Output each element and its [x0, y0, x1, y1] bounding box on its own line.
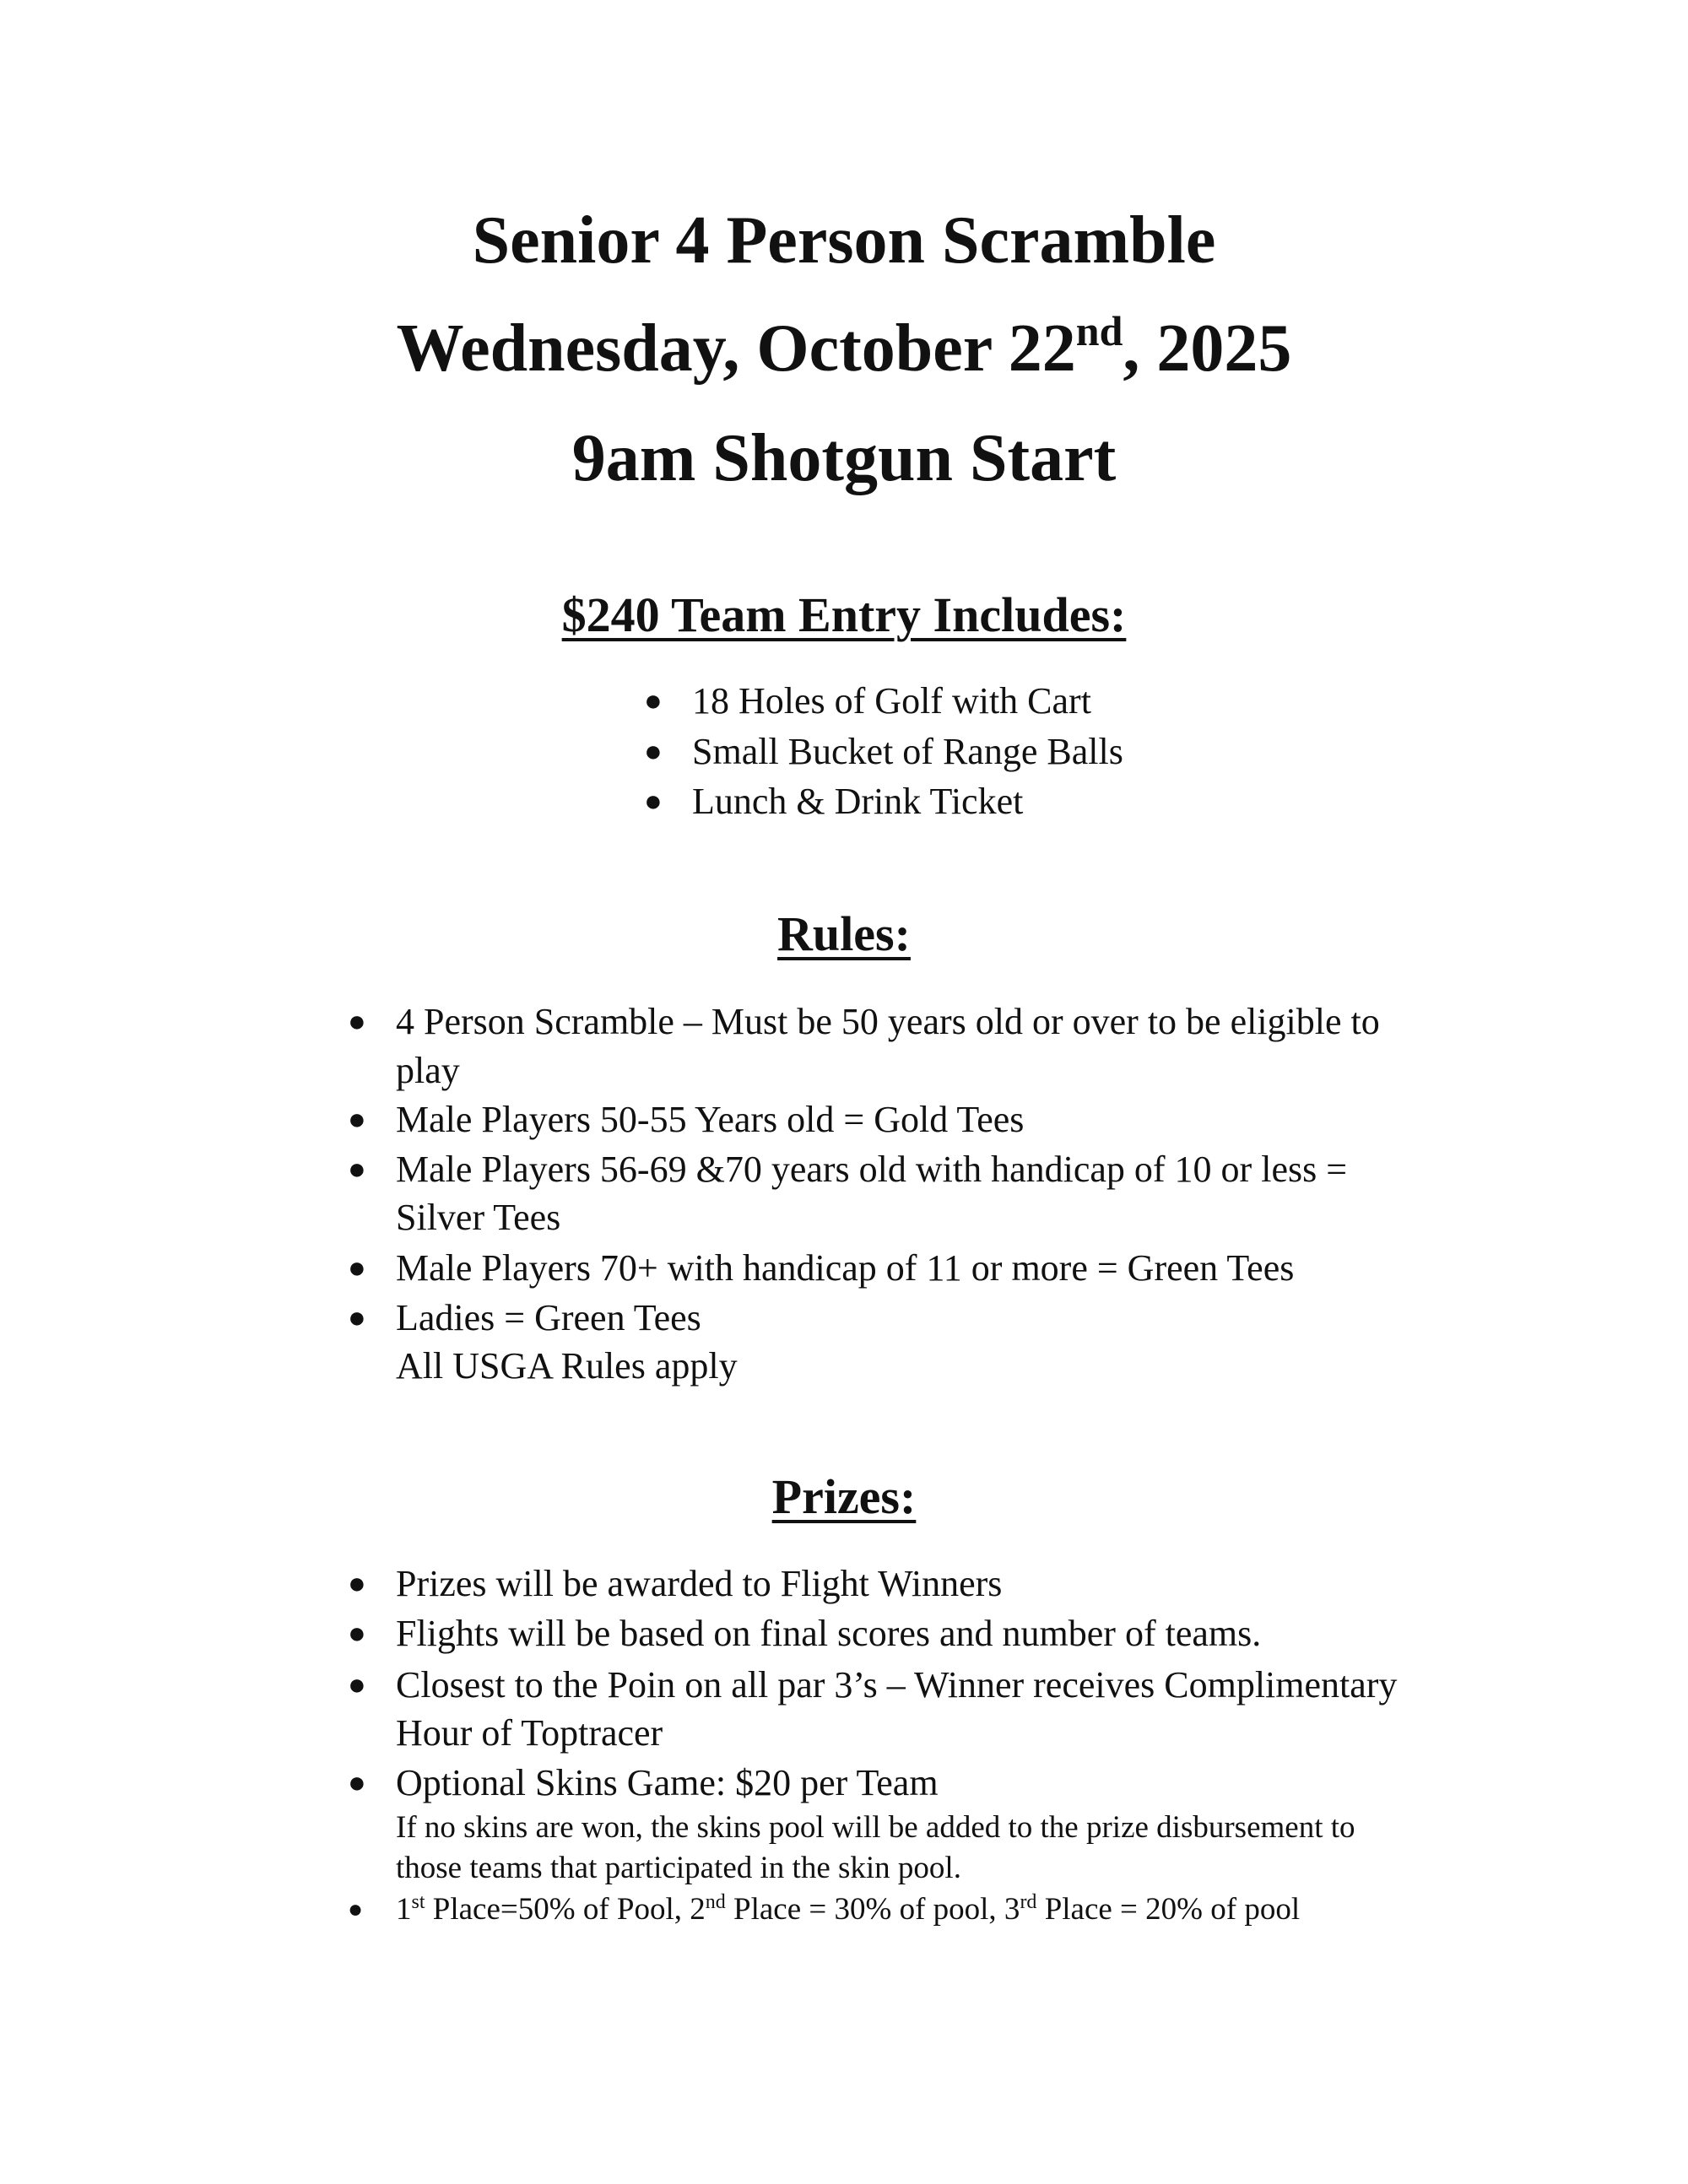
entry-item-text: Lunch & Drink Ticket: [692, 781, 1024, 822]
rule-item-text: 4 Person Scramble – Must be 50 years old or over to be eligible to: [396, 1001, 1380, 1042]
event-title: Senior 4 Person Scramble: [472, 203, 1216, 278]
rule-item-text: Ladies = Green Tees: [396, 1297, 701, 1338]
list-item: [644, 777, 1024, 825]
list-item: [348, 1609, 1262, 1657]
skins-note: If no skins are won, the skins pool will be added to the prize disbursement to: [396, 1810, 1355, 1845]
payout-second-text: Place = 30% of pool, 3: [725, 1892, 1020, 1927]
bullet-icon: ●: [348, 1102, 366, 1136]
prize-item-text: Flights will be based on final scores and number of teams.: [396, 1613, 1262, 1654]
bullet-icon: ●: [348, 1668, 366, 1701]
rule-item-continuation: Silver Tees: [396, 1197, 561, 1238]
prizes-heading: Prizes:: [771, 1469, 917, 1524]
prize-item-text: Optional Skins Game: $20 per Team: [396, 1762, 939, 1803]
entry-item-text: 18 Holes of Golf with Cart: [692, 680, 1091, 722]
bullet-icon: ●: [644, 784, 663, 818]
rule-item-text: Male Players 56-69 &70 years old with handicap of 10 or less =: [396, 1149, 1348, 1190]
bullet-icon: ●: [348, 1895, 364, 1923]
rule-item-continuation: play: [396, 1050, 460, 1091]
payout-second-suffix: nd: [705, 1890, 726, 1913]
prize-item-text: Prizes will be awarded to Flight Winners: [396, 1563, 1003, 1604]
bullet-icon: ●: [348, 1566, 366, 1600]
payout-first-num: 1: [396, 1892, 412, 1927]
payout-third-suffix: rd: [1020, 1890, 1037, 1913]
payout-first-suffix: st: [411, 1890, 425, 1913]
bullet-icon: ●: [348, 1152, 366, 1186]
bullet-icon: ●: [348, 1300, 366, 1334]
bullet-icon: ●: [348, 1251, 366, 1284]
payout-first-text: Place=50% of Pool, 2: [425, 1892, 706, 1927]
rule-item-text: Male Players 70+ with handicap of 11 or more = Green Tees: [396, 1247, 1295, 1289]
payout-item: [348, 1889, 1301, 1930]
list-item: [348, 997, 1380, 1046]
prize-item-text: Closest to the Poin on all par 3’s – Winner receives Complimentary: [396, 1664, 1398, 1706]
list-item: [348, 1294, 701, 1342]
event-date-year: , 2025: [1123, 311, 1292, 386]
list-item: [348, 1661, 1398, 1709]
entry-heading: $240 Team Entry Includes:: [561, 587, 1127, 642]
bullet-icon: ●: [348, 1616, 366, 1650]
list-item: [348, 1244, 1295, 1292]
event-date: [0, 307, 1688, 386]
event-date-main: Wednesday, October 22: [396, 311, 1076, 386]
list-item: [348, 1560, 1003, 1608]
payout-third-text: Place = 20% of pool: [1036, 1892, 1301, 1927]
bullet-icon: ●: [348, 1765, 366, 1799]
bullet-icon: ●: [644, 734, 663, 768]
list-item: [644, 727, 1123, 776]
bullet-icon: ●: [644, 684, 663, 717]
list-item: [348, 1145, 1348, 1193]
bullet-icon: ●: [348, 1004, 366, 1038]
event-date-suffix: nd: [1075, 307, 1123, 354]
rules-note: All USGA Rules apply: [396, 1345, 738, 1387]
prize-item-continuation: Hour of Toptracer: [396, 1712, 663, 1754]
list-item: [644, 677, 1091, 725]
entry-item-text: Small Bucket of Range Balls: [692, 731, 1123, 772]
event-start-time: 9am Shotgun Start: [571, 421, 1117, 495]
rule-item-text: Male Players 50-55 Years old = Gold Tees: [396, 1099, 1025, 1140]
list-item: [348, 1095, 1025, 1143]
skins-note: those teams that participated in the skin pool.: [396, 1851, 961, 1885]
rules-heading: Rules:: [777, 906, 911, 961]
list-item: [348, 1759, 939, 1807]
